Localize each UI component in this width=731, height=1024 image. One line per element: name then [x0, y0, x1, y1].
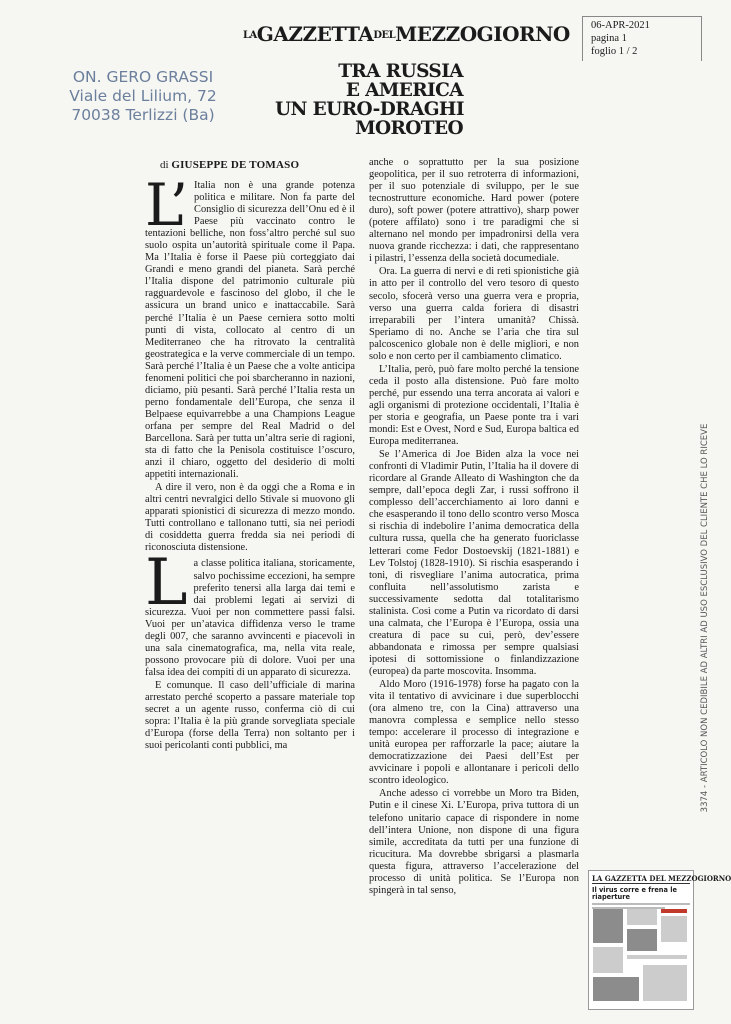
headline-line: MOROTEO [355, 118, 463, 139]
address-stamp [58, 68, 228, 125]
article-column-1 [145, 171, 355, 975]
headline-line: UN EURO-DRAGHI [275, 99, 464, 120]
stamp-city: 70038 Terlizzi (Ba) [71, 106, 215, 124]
stamp-street: Viale del Lilium, 72 [69, 87, 217, 105]
paragraph: La classe politica italiana, storicamente, salvo pochissime eccezioni, ha sempre preferito tenersi alla larga dai temi e dai problemi legati ai servizi di sicurezza. Vuoi per non commettere passi falsi. Vuoi per un’atavica diffidenza verso le trame degli 007, che saranno avvincenti e piacevoli in una sala cinematografica, ma, nella vita reale, possono provocare più di dolore. Vuoi per una falsa idea dei compiti di un apparato di sicurezza. [145, 546, 355, 678]
paragraph: Ora. La guerra di nervi e di reti spionistiche già in atto per il controllo del vero tesoro di questo secolo, sfocerà verso una guerra vera e propria, verso una guerra calda foriera di disastri irreparabili per l’intera umanità? Chissà. Speriamo di no. Anche se l’aria che tira sul palcoscenico globale non è delle migliori, e non solo e non certo per il cambiamento climatico. [369, 266, 579, 362]
paragraph: anche o soprattutto per la sua posizione geopolitica, per il suo retroterra di informazioni, per il suo potenziale di sviluppo, per le sue tecnostrutture economiche. Hard power (potere duro), soft power (potere attrattivo), sharp power (potere affilato) sono i tre paradigmi che si alternano nel mondo per impadronirsi della vera nuova grande ricchezza: i dati, che rappresentano i pilastri, l’essenza della società documediale. [369, 157, 579, 265]
thumbnail-masthead: LA GAZZETTA DEL MEZZOGIORNO [592, 871, 690, 884]
paragraph: Anche adesso ci vorrebbe un Moro tra Biden, Putin e il cinese Xi. L’Europa, priva tuttora di un telefono unitario capace di rispondere in nome dell’intera Unione, non dispone di una figura simile, accreditata da tutti per una funzione di ricucitura. Ma dovrebbe sbrigarsi a plasmarla questa figura, attraverso l’accelerazione del processo di unità politica. Se l’Europa non spingerà in tal senso, [369, 788, 579, 896]
date-block [582, 16, 702, 61]
newspaper-masthead: LAGAZZETTADELMEZZOGIORNO [243, 22, 570, 46]
byline: di GIUSEPPE DE TOMASO [160, 159, 300, 171]
paragraph: E comunque. Il caso dell’ufficiale di marina arrestato perché scoperto a passare materiale top secret a un agente russo, conferma ciò di cui sopra: l’Italia è la più grande sorvegliata speciale d’Europa (forse della Terra) non soltanto per i suoi pericolanti conti pubblici, ma [145, 679, 355, 752]
paragraph: L’ Italia non è una grande potenza politica e militare. Non fa parte del Consiglio di sicurezza dell’Onu ed è il Paese più vaccinato contro le tentazioni belliche, non foss’altro perché sul suo suolo ospita un’autorità spirituale come il Papa. Ma l’Italia è forse il Paese più corteggiato dai Grandi e meno grandi del pianeta. Sarà perché l’Italia dispone del patrimonio culturale più ragguardevole e fascinoso del globo, il che le assicura un brand unico e inattaccabile. Sarà perché l’Italia è un Paese cerniera sotto molti punti di vista, collocato al centro di un Mediterraneo che ha ritrovato la centralità geostrategica e la verve commerciale di un tempo. Sarà perché l’Italia è un Paese che a volte anticipa fenomeni politici che poi sbarcheranno in nazioni, diciamo, più pesanti. Sarà perché l’Italia resta un perno fondamentale dell’Europa, che senza il Belpaese equivarrebbe a una Champions League orfana per sempre del Real Madrid o del Barcellona. Sarà per tutta un’altra serie di ragioni, sta di fatto che la Penisola costituisce l’oscuro, anzi il chiaro, oggetto del desiderio di molti appetiti internazionali. [145, 171, 355, 481]
drop-cap: L [145, 546, 188, 621]
vertical-copyright-note: 3374 - ARTICOLO NON CEDIBILE AD ALTRI AD USO ESCLUSIVO DEL CLIENTE CHE LO RICEVE [700, 423, 710, 813]
headline-line: TRA RUSSIA [338, 61, 463, 82]
publication-date: 06-APR-2021 [591, 20, 650, 31]
front-page-thumbnail [588, 870, 731, 1010]
author-name: GIUSEPPE DE TOMASO [171, 159, 300, 171]
article-column-2 [369, 157, 579, 997]
paragraph: Se l’America di Joe Biden alza la voce nei confronti di Vladimir Putin, l’Italia ha il dovere di ricordare al Grande Alleato di Washington che da sempre, dall’epoca degli Zar, i russi soffrono il complesso dell’accerchiamento ai loro danni e che esasperando il tono dello scontro verso Mosca si rischia di indebolire l’anima democratica della cultura russa, quella che ha generato fuoriclasse letterari come Fedor Dostoevskij (1821-1881) e Lev Tolstoj (1828-1910). Si rischia esasperando i toni, di risvegliare l’anima autocratica, prima confluita nell’assolutismo zarista e successivamente sedotta dal totalitarismo stalinista. Così come a Putin va ricordato di darsi una calmata, che l’Europa è l’Europa, ossia una creatura di pace su cui, però, dev’essere abbandonata e rimossa per sempre qualsiasi ipotesi di sottomissione o finlandizzazione (europea) da parte moscovita. Insomma. [369, 449, 579, 677]
drop-cap: L’ [145, 171, 189, 239]
stamp-name: ON. GERO GRASSI [72, 68, 214, 86]
paragraph: A dire il vero, non è da oggi che a Roma e in altri centri nevralgici dello Stivale si muovono gli apparati spionistici di sicurezza di mezzo mondo. Tutti controllano e tallonano tutti, sia nei periodi di cosiddetta guerra fredda sia nei periodi di riconosciuta distensione. [145, 482, 355, 554]
sheet-number: foglio 1 / 2 [591, 46, 638, 57]
article-headline [275, 62, 463, 138]
page-number: pagina 1 [591, 33, 627, 44]
thumbnail-headline: Il virus corre e frena le riaperture [592, 886, 677, 901]
paragraph: Aldo Moro (1916-1978) forse ha pagato con la vita il tentativo di avvicinare i due superblocchi (ora almeno tre, con la Cina) attraverso una manovra complessa e semplice nello stesso tempo: accelerare il processo di integrazione e unità europea per rafforzarle la pace; aiutare la democratizzazione dei Paesi dell’Est per avvicinare i popoli e allontanare i pericoli dello scontro ideologico. [369, 679, 579, 787]
headline-line: E AMERICA [345, 80, 463, 101]
paragraph: L’Italia, però, può fare molto perché la tensione ceda il posto alla distensione. Può fare molto perché, pur essendo una terra ancorata ai valori e agli organismi di protezione occidentali, l’Italia è per storia e geografia, un Paese ponte tra i vari mondi: Est e Ovest, Nord e Sud, Europa baltica ed Europa mediterranea. [369, 363, 579, 448]
